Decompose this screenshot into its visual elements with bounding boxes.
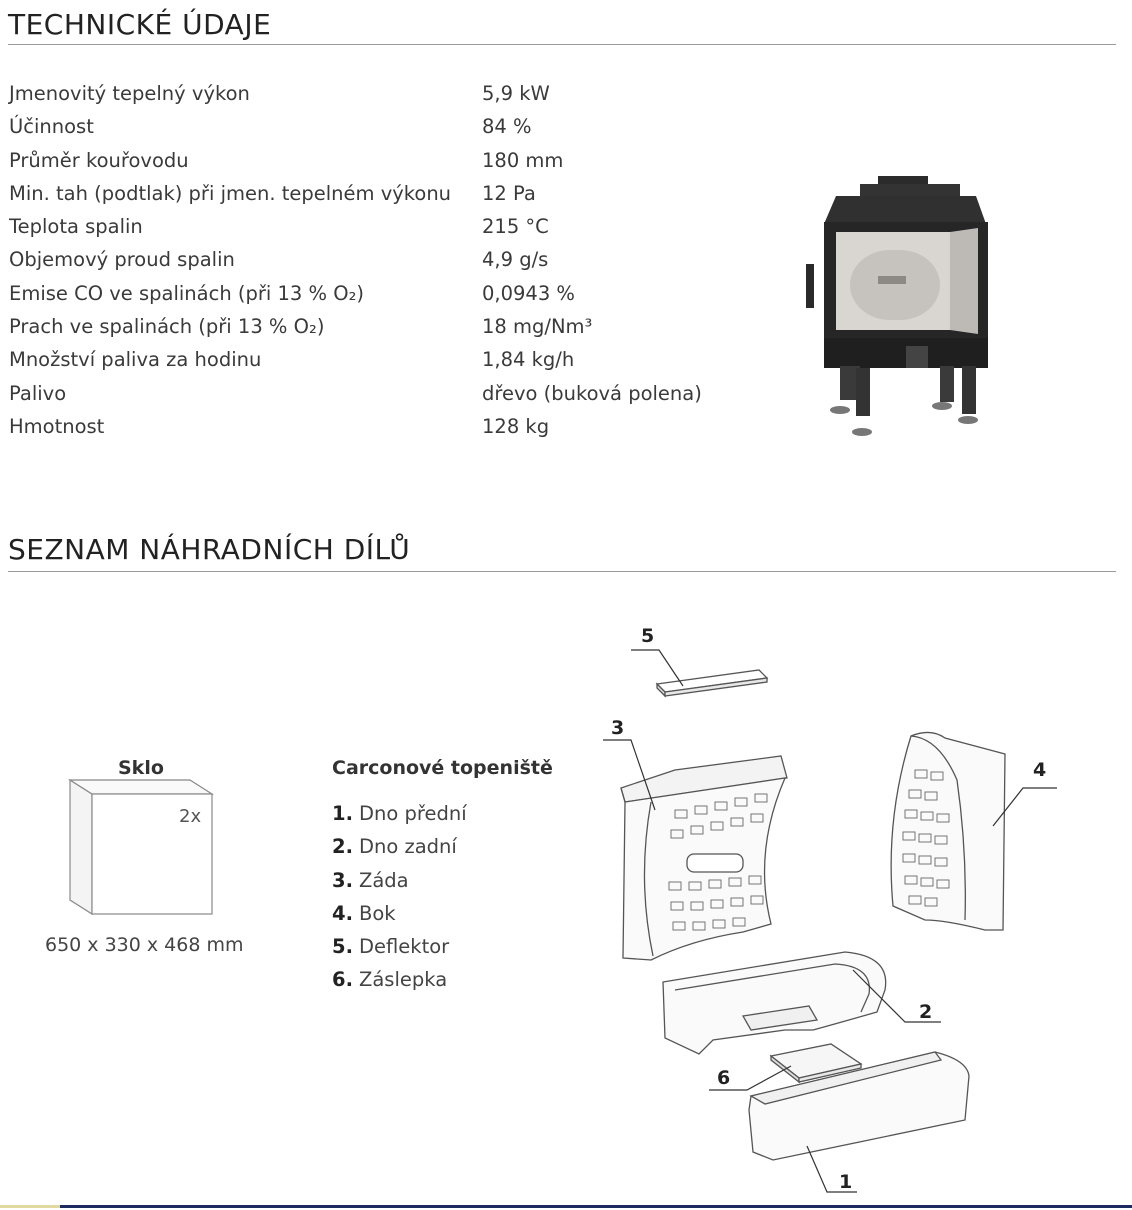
spec-value: 180 mm <box>482 148 564 172</box>
spec-row <box>9 112 769 145</box>
spec-value: dřevo (buková polena) <box>482 381 702 405</box>
firebox-title: Carconové topeniště <box>332 757 553 779</box>
spec-value: 1,84 kg/h <box>482 348 575 372</box>
spec-table <box>9 79 769 445</box>
part-number: 6. <box>332 968 353 992</box>
spec-label: Teplota spalin <box>9 215 143 239</box>
spec-row <box>9 146 769 179</box>
spec-row <box>9 345 769 378</box>
spec-label: Min. tah (podtlak) při jmen. tepelném výkonu <box>9 181 452 205</box>
part-name: Deflektor <box>358 935 450 959</box>
technical-section-title: TECHNICKÉ ÚDAJE <box>8 8 272 41</box>
part-name: Záslepka <box>358 968 448 992</box>
spec-row <box>9 312 769 345</box>
glass-pane-icon <box>66 776 216 918</box>
list-item <box>332 900 467 933</box>
spec-row <box>9 79 769 112</box>
callout-5: 5 <box>641 625 655 647</box>
part-number: 2. <box>332 835 353 859</box>
parts-list <box>332 800 467 1000</box>
exploded-parts-diagram <box>595 620 1075 1200</box>
spec-value: 12 Pa <box>482 181 536 205</box>
spec-value: 18 mg/Nm³ <box>482 315 593 339</box>
list-item <box>332 867 467 900</box>
glass-count: 2x <box>179 806 202 827</box>
spec-label: Hmotnost <box>9 414 105 438</box>
glass-title: Sklo <box>118 757 164 779</box>
part-name: Dno zadní <box>358 835 457 859</box>
fireplace-insert-image <box>800 170 1000 440</box>
part-number: 1. <box>332 802 353 825</box>
callout-4: 4 <box>1033 759 1047 781</box>
spec-value: 5,9 kW <box>482 82 550 105</box>
part-number: 5. <box>332 935 353 959</box>
spec-row <box>9 379 769 412</box>
section-divider <box>8 44 1116 45</box>
part-number: 4. <box>332 901 353 925</box>
list-item <box>332 800 467 833</box>
list-item <box>332 833 467 866</box>
callout-1: 1 <box>839 1171 853 1193</box>
list-item <box>332 933 467 966</box>
callout-2: 2 <box>919 1001 933 1023</box>
spec-value: 0,0943 % <box>482 281 575 305</box>
footer-accent <box>0 1205 60 1208</box>
spec-value: 215 °C <box>482 215 549 239</box>
spec-label: Prach ve spalinách (při 13 % O₂) <box>9 315 325 339</box>
spec-label: Emise CO ve spalinách (při 13 % O₂) <box>9 281 365 305</box>
part-name: Bok <box>358 901 396 925</box>
footer-bar <box>60 1205 1132 1208</box>
spec-value: 128 kg <box>482 414 550 438</box>
spec-label: Jmenovitý tepelný výkon <box>9 82 250 105</box>
spec-label: Průměr kouřovodu <box>9 148 189 172</box>
spec-label: Množství paliva za hodinu <box>9 348 262 372</box>
spec-value: 4,9 g/s <box>482 248 549 272</box>
spec-row <box>9 245 769 278</box>
spec-label: Účinnost <box>9 115 94 139</box>
spec-row <box>9 212 769 245</box>
part-name: Dno přední <box>358 802 467 825</box>
part-number: 3. <box>332 868 353 892</box>
spec-row <box>9 279 769 312</box>
spec-row <box>9 412 769 445</box>
spec-value: 84 % <box>482 115 532 139</box>
part-name: Záda <box>358 868 409 892</box>
callout-3: 3 <box>611 717 625 739</box>
spec-row <box>9 179 769 212</box>
section-divider <box>8 571 1116 572</box>
spare-parts-section-title: SEZNAM NÁHRADNÍCH DÍLŮ <box>8 533 411 566</box>
glass-dimensions: 650 x 330 x 468 mm <box>45 934 244 956</box>
spec-label: Palivo <box>9 381 67 405</box>
callout-6: 6 <box>717 1067 731 1089</box>
list-item <box>332 966 467 999</box>
spec-label: Objemový proud spalin <box>9 248 235 272</box>
